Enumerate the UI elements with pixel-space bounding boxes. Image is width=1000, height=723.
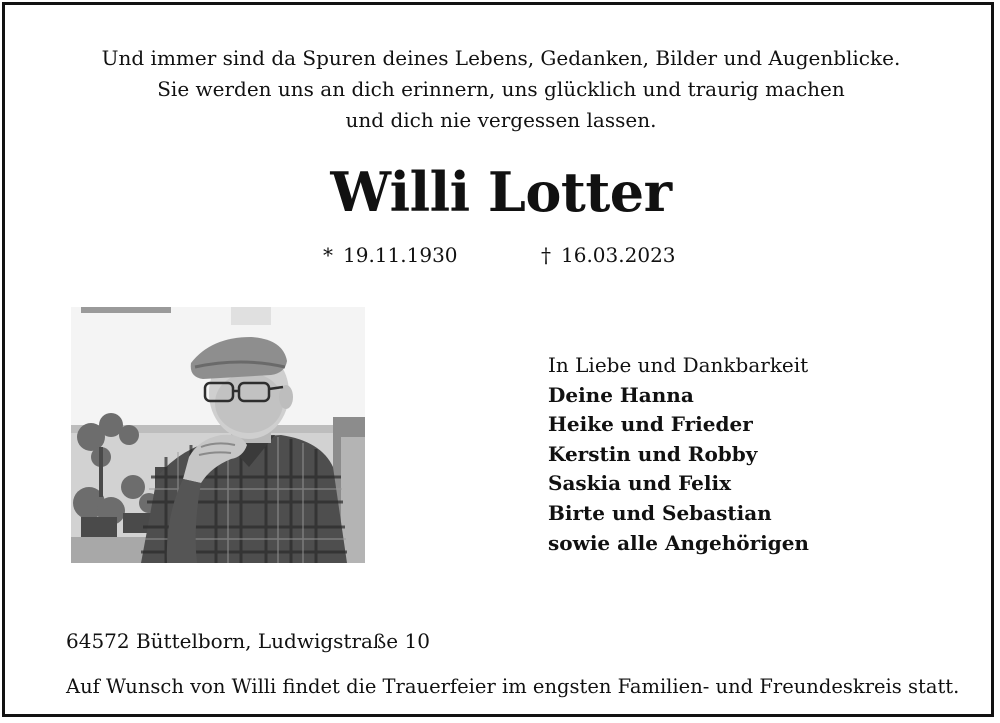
family-member: sowie alle Angehörigen [548, 530, 809, 555]
family-intro: In Liebe und Dankbarkeit [548, 353, 809, 377]
verse-line: Sie werden uns an dich erinnern, uns glücklich und traurig machen [157, 77, 845, 101]
birth-date: 19.11.1930 [343, 243, 458, 267]
family-member: Heike und Frieder [548, 412, 753, 437]
death-date-block [541, 241, 676, 269]
death-date: 16.03.2023 [561, 243, 676, 267]
obituary-frame [2, 2, 994, 717]
birth-date-block [323, 241, 458, 269]
family-signature [548, 351, 809, 558]
family-member: Saskia und Felix [548, 471, 732, 496]
verse-line: und dich nie vergessen lassen. [345, 108, 657, 132]
memorial-verse [5, 43, 997, 136]
portrait-photo [71, 307, 365, 563]
deceased-name: Willi Lotter [330, 160, 672, 224]
verse-line: Und immer sind da Spuren deines Lebens, Gedanken, Bilder und Augenblicke. [101, 46, 901, 70]
family-member: Kerstin und Robby [548, 441, 758, 466]
family-member: Birte und Sebastian [548, 500, 772, 525]
death-symbol: † [541, 243, 551, 267]
family-address: 64572 Büttelborn, Ludwigstraße 10 [66, 629, 430, 653]
birth-symbol: * [323, 243, 333, 267]
funeral-notice: Auf Wunsch von Willi findet die Trauerfeier im engsten Familien- und Freundeskreis statt. [66, 675, 960, 698]
family-member: Deine Hanna [548, 382, 694, 407]
